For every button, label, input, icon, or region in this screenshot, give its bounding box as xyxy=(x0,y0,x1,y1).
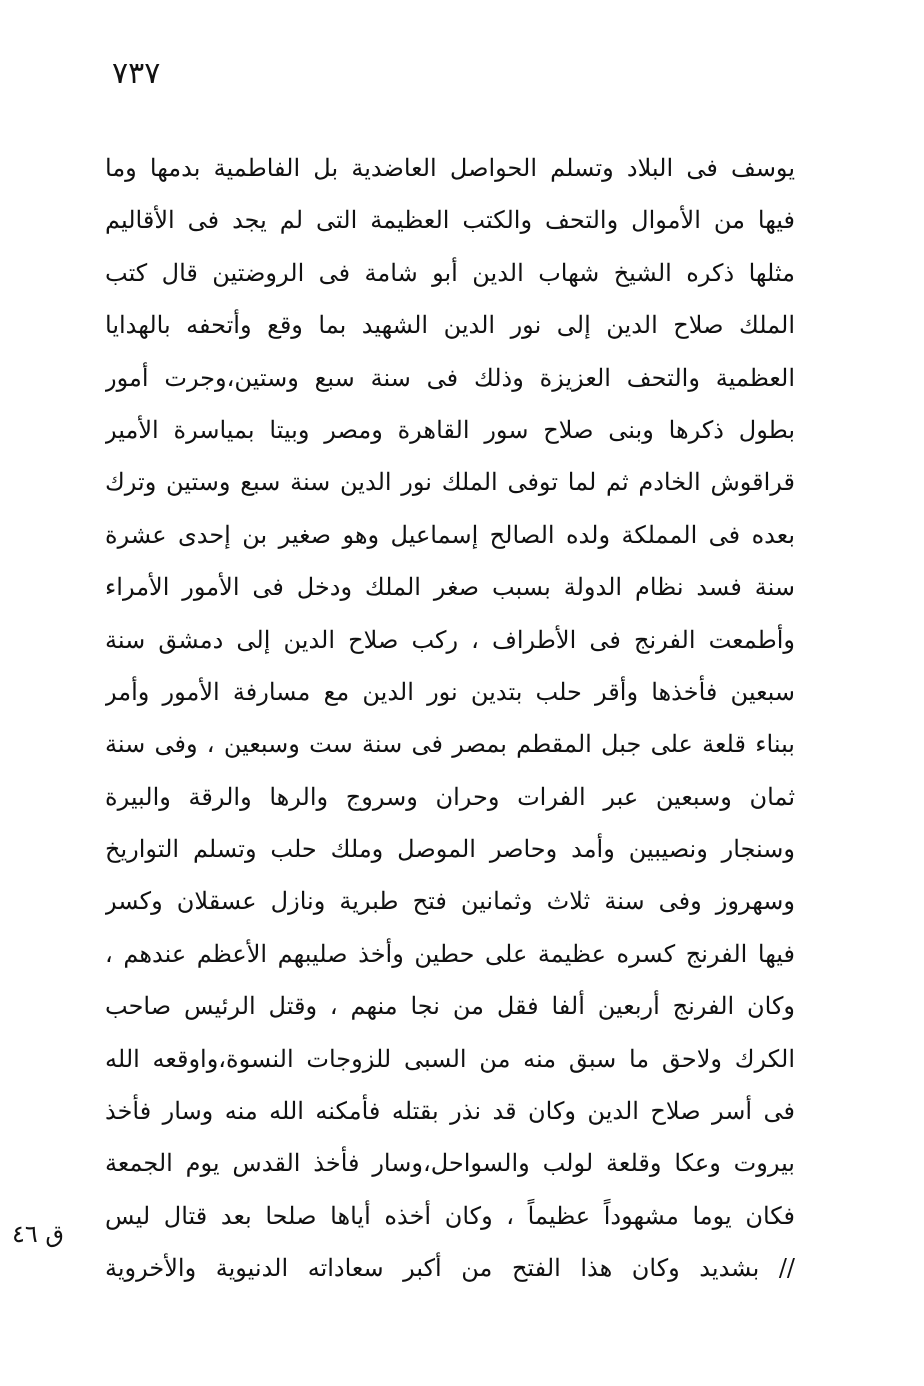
text-line: سبعين فأخذها وأقر حلب بتدين نور الدين مع مسارفة الأمور وأمر xyxy=(105,677,795,706)
text-line: العظمية والتحف العزيزة وذلك فى سنة سبع وستين،وجرت أمور xyxy=(105,363,795,392)
text-line: بعده فى المملكة ولده الصالح إسماعيل وهو صغير بن إحدى عشرة xyxy=(105,520,795,549)
text-line: بيروت وعكا وقلعة لولب والسواحل،وسار فأخذ القدس يوم الجمعة xyxy=(105,1149,795,1178)
text-line: فكان يوما مشهوداً عظيماً ، وكان أخذه أياها صلحا بعد قتال ليس xyxy=(105,1201,795,1230)
text-line: فى أسر صلاح الدين وكان قد نذر بقتله فأمكنه الله منه وسار فأخذ xyxy=(105,1097,795,1126)
body-text xyxy=(105,142,795,1295)
text-line: مثلها ذكره الشيخ شهاب الدين أبو شامة فى الروضتين قال كتب xyxy=(105,258,795,287)
margin-note: ق ٤٦ xyxy=(12,1220,65,1248)
text-line: وكان الفرنج أربعين ألفا فقل من نجا منهم ، وقتل الرئيس صاحب xyxy=(105,992,795,1021)
page-number: ٧٣٧ xyxy=(112,56,161,91)
text-line: // بشديد وكان هذا الفتح من أكبر سعاداته الدنيوية والأخروية xyxy=(105,1254,795,1283)
text-line: فيها الفرنج كسره عظيمة على حطين وأخذ صليبهم الأعظم عندهم ، xyxy=(105,939,795,968)
text-line: وأطمعت الفرنج فى الأطراف ، ركب صلاح الدين إلى دمشق سنة xyxy=(105,625,795,654)
text-line: الكرك ولاحق ما سبق منه من السبى للزوجات النسوة،واوقعه الله xyxy=(105,1044,795,1073)
text-line: وسهروز وفى سنة ثلاث وثمانين فتح طبرية ونازل عسقلان وكسر xyxy=(105,887,795,916)
text-line: وسنجار ونصيبين وأمد وحاصر الموصل وملك حلب وتسلم التواريخ xyxy=(105,835,795,864)
text-line: ببناء قلعة على جبل المقطم بمصر فى سنة ست وسبعين ، وفى سنة xyxy=(105,730,795,759)
text-line: ثمان وسبعين عبر الفرات وحران وسروج والرها والرقة والبيرة xyxy=(105,782,795,811)
text-line: فيها من الأموال والتحف والكتب العظيمة التى لم يجد فى الأقاليم xyxy=(105,206,795,235)
text-line: سنة فسد نظام الدولة بسبب صغر الملك ودخل فى الأمور الأمراء xyxy=(105,573,795,602)
text-line: بطول ذكرها وبنى صلاح سور القاهرة ومصر وبيتا بمياسرة الأمير xyxy=(105,415,795,444)
text-line: يوسف فى البلاد وتسلم الحواصل العاضدية بل الفاطمية بدمها وما xyxy=(105,154,795,182)
text-line: قراقوش الخادم ثم لما توفى الملك نور الدين سنة سبع وستين وترك xyxy=(105,468,795,497)
text-line: الملك صلاح الدين إلى نور الدين الشهيد بما وقع وأتحفه بالهدايا xyxy=(105,311,795,340)
